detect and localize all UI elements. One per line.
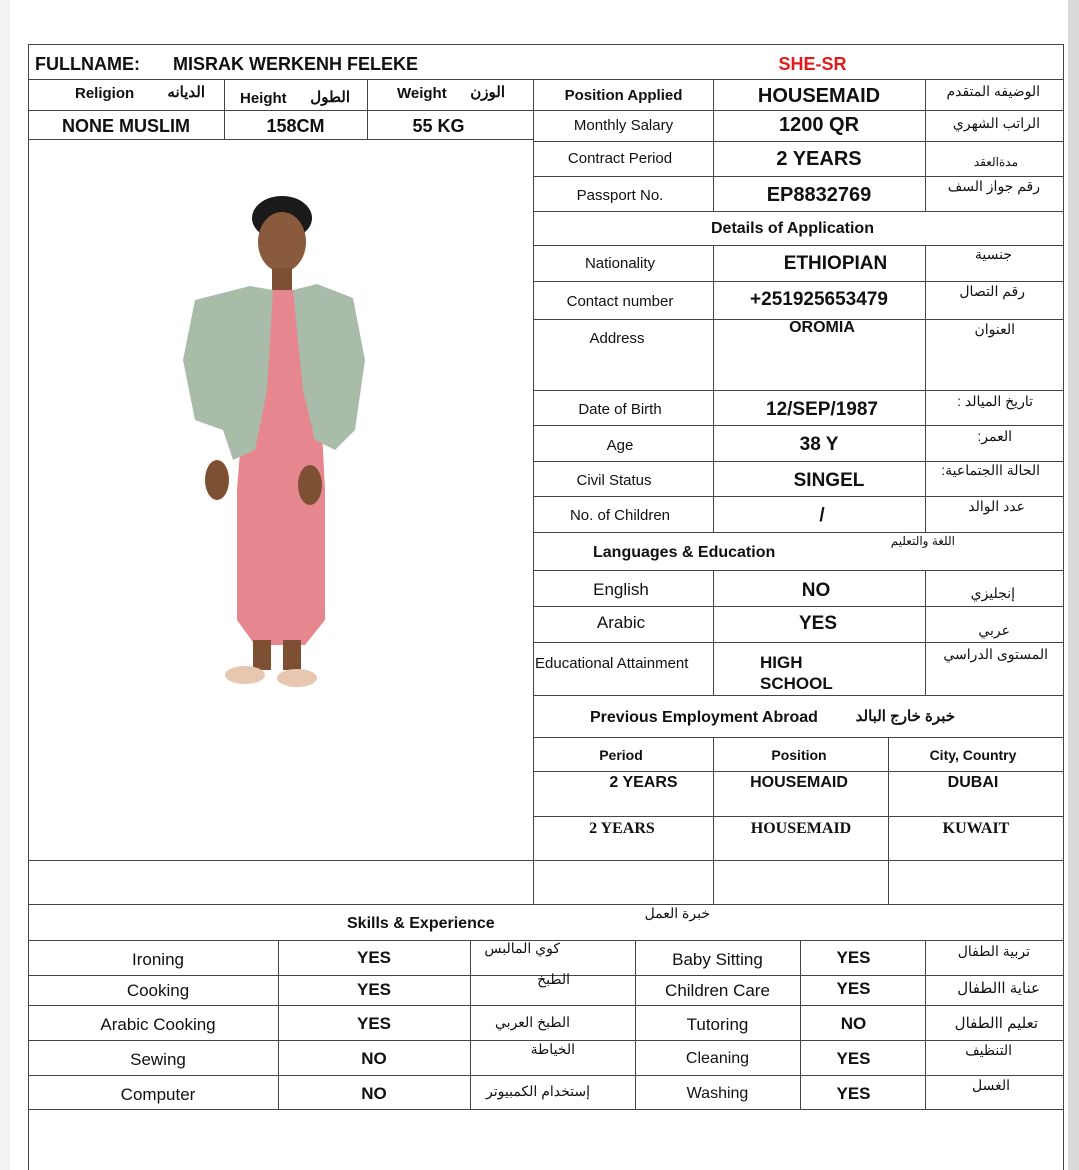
skill-cooking-label: Cooking — [126, 981, 190, 1000]
skill-arabic-cooking-label-ar: الطبخ العربي — [495, 1014, 570, 1030]
age-label: Age — [606, 437, 634, 454]
position-applied-value: HOUSEMAID — [757, 85, 881, 107]
skill-tutoring-label-ar: تعليم االطفال — [954, 1015, 1038, 1032]
english-value: NO — [801, 580, 831, 601]
employment-row-2-period: 2 YEARS — [589, 820, 655, 837]
skill-ironing-label: Ironing — [132, 950, 184, 969]
skill-children-care-label-ar: عناية االطفال — [957, 980, 1040, 997]
height-label-ar: الطول — [310, 89, 350, 106]
languages-title: Languages & Education — [593, 544, 776, 561]
skill-arabic-cooking-value: YES — [356, 1014, 392, 1033]
skill-computer-value: NO — [361, 1084, 387, 1103]
skill-children-care-value: YES — [836, 979, 871, 998]
dob-value: 12/SEP/1987 — [766, 399, 878, 420]
salary-label-ar: الراتب الشهري — [952, 115, 1040, 131]
civil-status-value: SINGEL — [793, 470, 865, 491]
nationality-label-ar: جنسية — [974, 246, 1012, 262]
position-applied-label-ar: الوضيفه المتقدم — [946, 83, 1040, 99]
dob-label: Date of Birth — [578, 401, 662, 418]
skill-washing-value: YES — [836, 1084, 871, 1103]
contact-label-ar: رقم التصال — [959, 283, 1025, 299]
religion-label: Religion — [75, 85, 135, 102]
skill-cleaning-label-ar: التنظيف — [965, 1042, 1012, 1058]
education-label: Educational Attainment — [535, 655, 689, 672]
children-value: / — [819, 505, 825, 526]
education-value-line-1: HIGH — [760, 653, 803, 672]
passport-value: EP8832769 — [766, 184, 872, 206]
contract-label: Contract Period — [567, 150, 673, 167]
skill-sewing-label: Sewing — [130, 1050, 186, 1069]
skill-cleaning-label: Cleaning — [685, 1050, 750, 1067]
skill-tutoring-label: Tutoring — [686, 1015, 749, 1034]
salary-label: Monthly Salary — [573, 117, 674, 134]
nationality-value: ETHIOPIAN — [783, 253, 888, 274]
employment-row-1-period: 2 YEARS — [609, 774, 678, 791]
skill-washing-label: Washing — [686, 1085, 749, 1102]
fullname-label: FULLNAME: — [35, 54, 140, 74]
weight-value: 55 KG — [412, 116, 465, 136]
civil-status-label: Civil Status — [576, 472, 652, 489]
employment-row-1-position: HOUSEMAID — [750, 774, 848, 791]
education-label-ar: المستوى الدراسي — [943, 646, 1048, 662]
english-label: English — [593, 580, 649, 599]
skill-arabic-cooking-label: Arabic Cooking — [100, 1015, 216, 1034]
address-label-ar: العنوان — [974, 321, 1015, 337]
skill-baby-sitting-label: Baby Sitting — [672, 950, 763, 969]
applicant-photo — [175, 190, 375, 700]
languages-title-ar: اللغة والتعليم — [890, 534, 955, 548]
employment-title-ar: خبرة خارج البالد — [855, 708, 955, 725]
children-label: No. of Children — [569, 507, 671, 524]
employment-col-position: Position — [771, 747, 827, 763]
skill-tutoring-value: NO — [840, 1014, 867, 1033]
nationality-label: Nationality — [584, 255, 656, 272]
skill-baby-sitting-label-ar: تربية الطفال — [957, 943, 1030, 959]
position-applied-label: Position Applied — [564, 87, 683, 104]
skill-washing-label-ar: الغسل — [971, 1077, 1010, 1093]
contract-label-ar: مدةالعقد — [973, 155, 1018, 169]
children-label-ar: عدد الوالد — [968, 498, 1025, 514]
skill-ironing-label-ar: كوي المالبس — [484, 940, 560, 956]
skill-baby-sitting-value: YES — [836, 948, 871, 967]
skill-cooking-value: YES — [356, 980, 392, 999]
employment-row-2-city: KUWAIT — [942, 820, 1010, 837]
employment-col-period: Period — [599, 747, 643, 763]
fullname-value: MISRAK WERKENH FELEKE — [173, 54, 419, 74]
skills-title: Skills & Experience — [347, 915, 495, 932]
skill-cooking-label-ar: الطبخ — [537, 971, 570, 987]
employment-row-2-position: HOUSEMAID — [750, 820, 852, 837]
skill-computer-label-ar: إستخدام الكمبيوتر — [486, 1083, 590, 1099]
skill-children-care-label: Children Care — [665, 981, 770, 1000]
height-value: 158CM — [266, 116, 325, 136]
height-label: Height — [240, 90, 287, 107]
religion-label-ar: الديانه — [167, 84, 205, 101]
address-label: Address — [589, 330, 645, 347]
age-label-ar: العمر: — [977, 428, 1012, 444]
skill-ironing-value: YES — [356, 948, 392, 967]
salary-value: 1200 QR — [778, 114, 860, 136]
employment-col-city: City, Country — [929, 747, 1017, 763]
weight-label: Weight — [397, 85, 447, 102]
skill-sewing-label-ar: الخياطة — [530, 1041, 575, 1057]
arabic-label-ar: عربي — [978, 622, 1010, 638]
arabic-value: YES — [798, 613, 838, 634]
employment-row-1-city: DUBAI — [947, 774, 999, 791]
details-title: Details of Application — [711, 220, 874, 237]
religion-value: NONE MUSLIM — [62, 116, 190, 136]
weight-label-ar: الوزن — [470, 84, 505, 101]
arabic-label: Arabic — [596, 613, 646, 632]
reference-code: SHE-SR — [778, 54, 847, 74]
skill-sewing-value: NO — [361, 1049, 387, 1068]
skill-cleaning-value: YES — [836, 1049, 871, 1068]
contact-value: +251925653479 — [750, 289, 888, 310]
passport-label-ar: رقم جواز السف — [947, 178, 1040, 194]
employment-title: Previous Employment Abroad — [590, 709, 818, 726]
civil-status-label-ar: الحالة االجتماعية: — [941, 462, 1040, 478]
education-value-line-2: SCHOOL — [760, 674, 833, 693]
contract-value: 2 YEARS — [776, 148, 862, 170]
page-edge — [1068, 0, 1079, 1170]
contact-label: Contact number — [566, 293, 674, 310]
age-value: 38 Y — [799, 434, 839, 455]
passport-label: Passport No. — [576, 187, 664, 204]
english-label-ar: إنجليزي — [970, 585, 1015, 601]
dob-label-ar: تاريخ الميالد : — [957, 393, 1033, 409]
skills-title-ar: خبرة العمل — [644, 905, 710, 921]
address-value: OROMIA — [789, 319, 855, 336]
skill-computer-label: Computer — [120, 1085, 196, 1104]
